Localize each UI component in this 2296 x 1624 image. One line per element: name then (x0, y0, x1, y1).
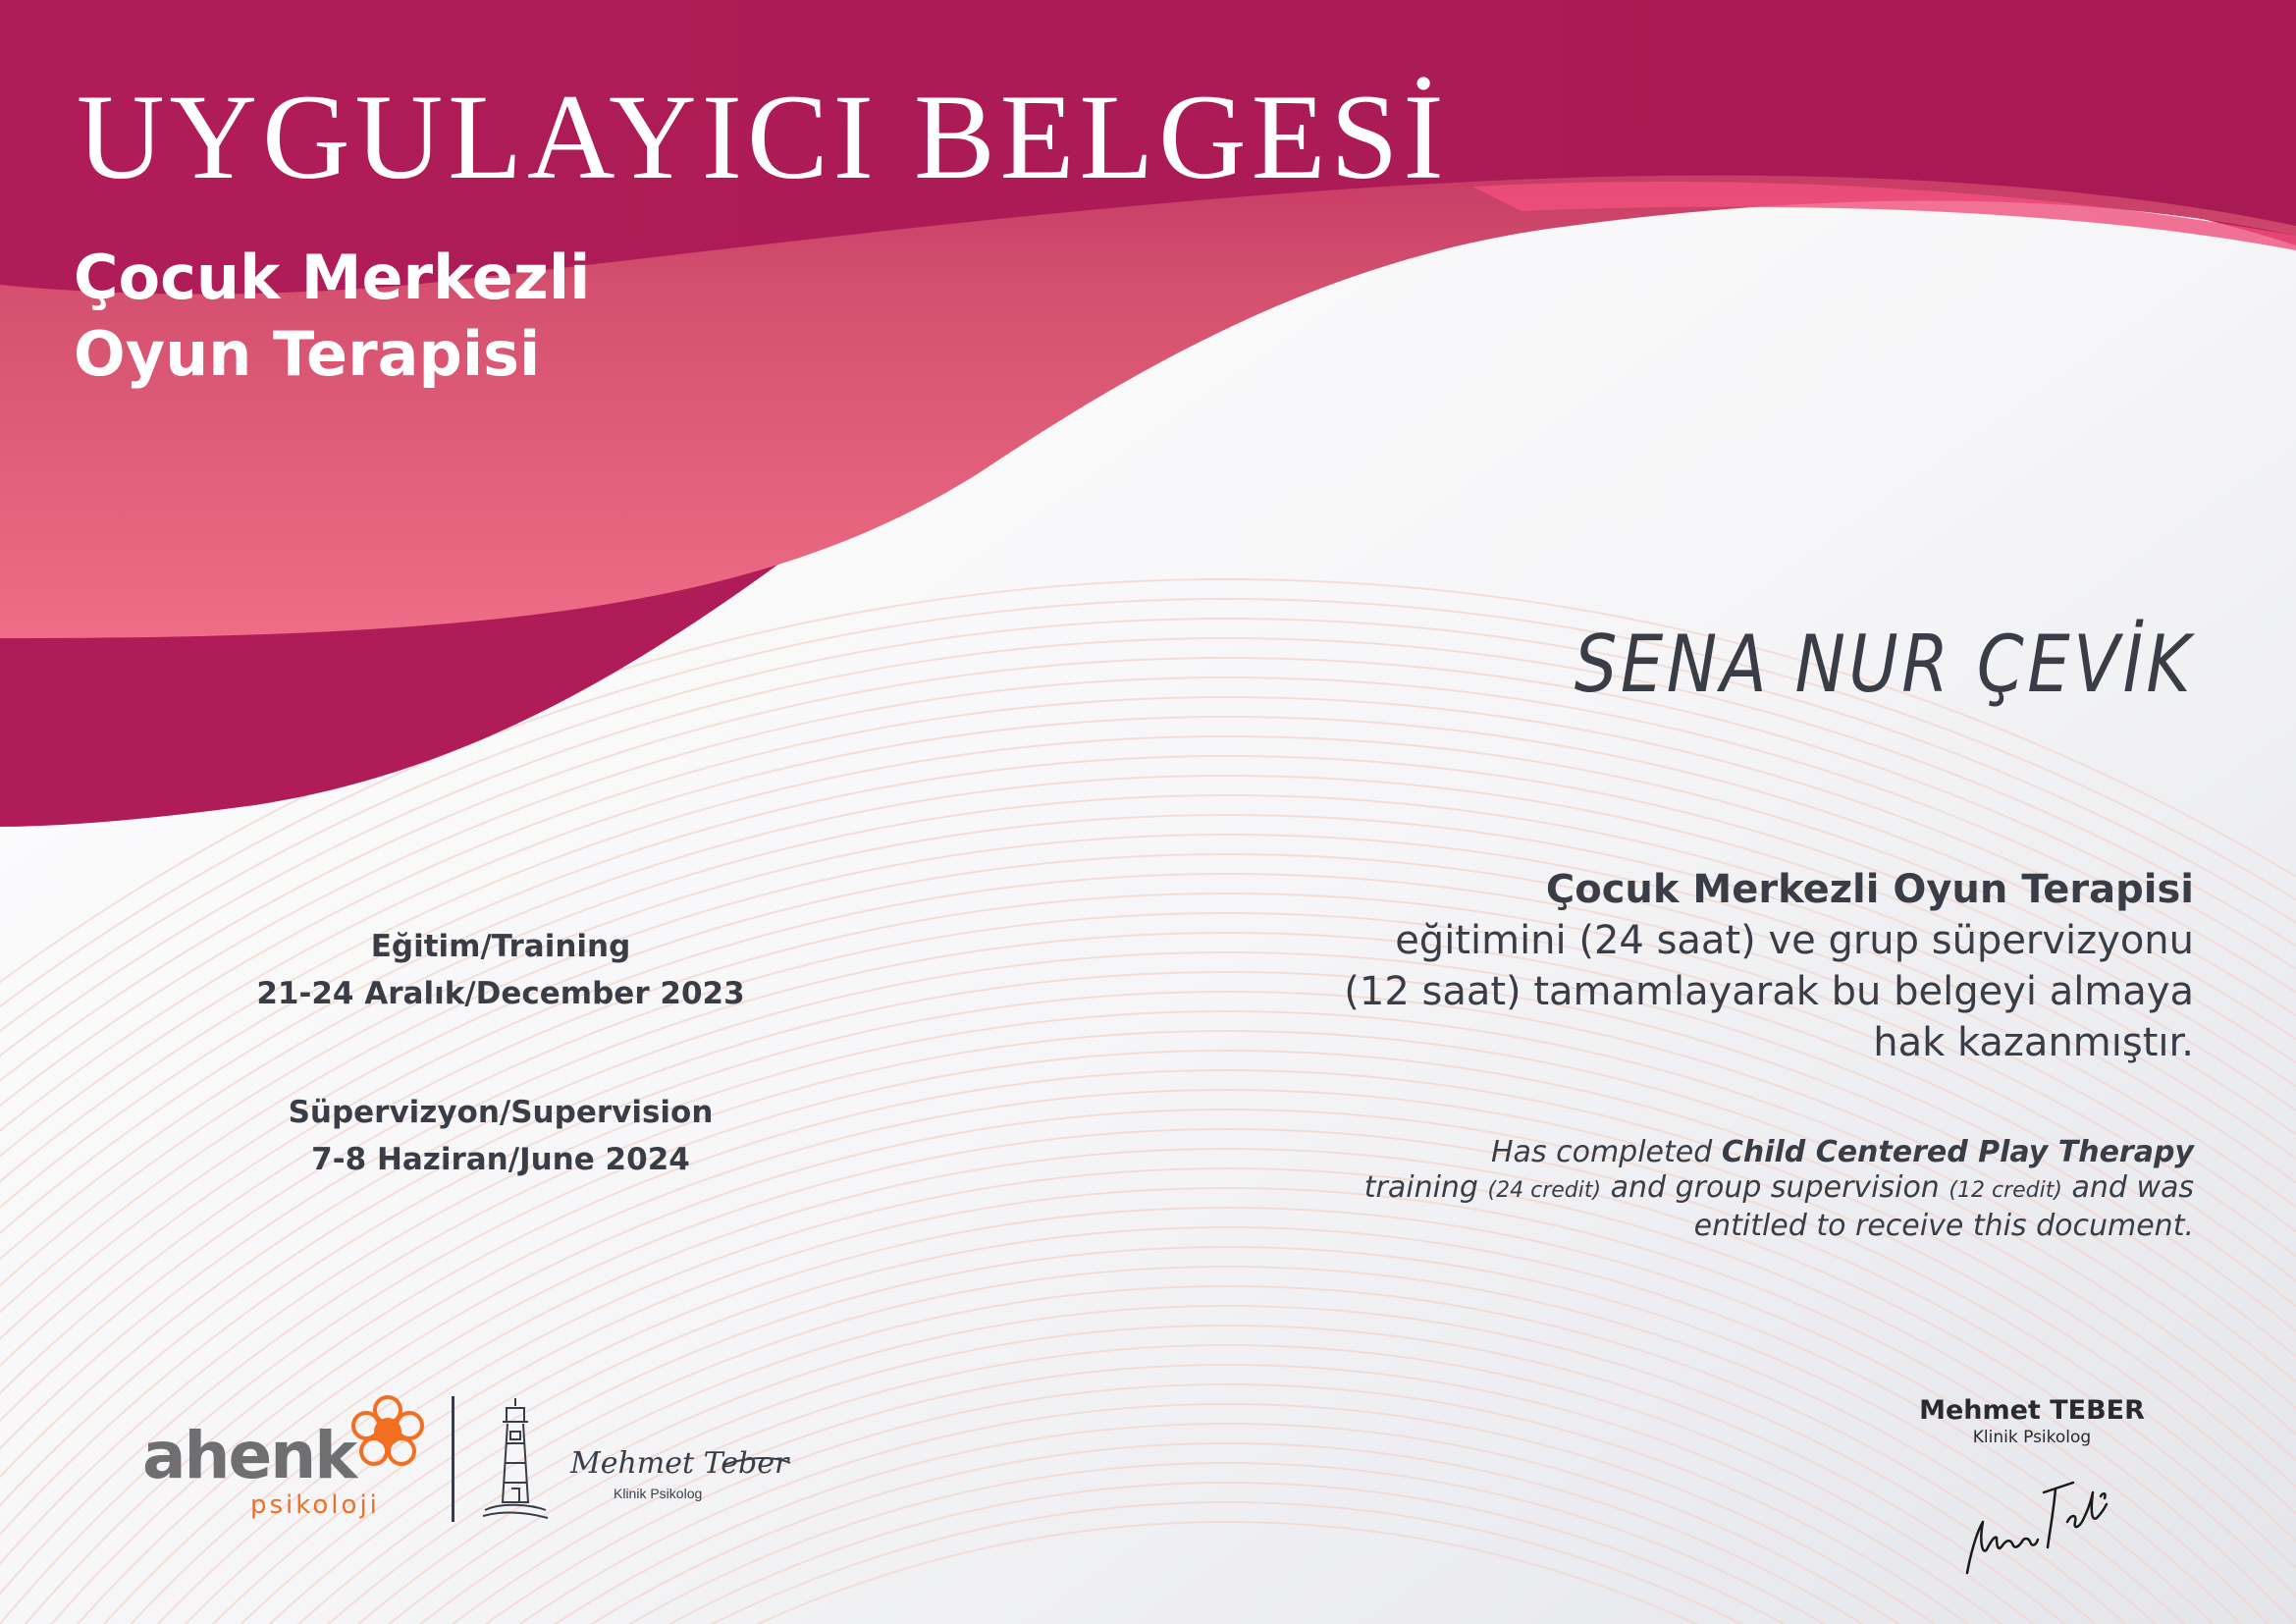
supervision-date: 7-8 Haziran/June 2024 (311, 1142, 690, 1177)
en-credit-1: (24 credit) (1487, 1178, 1602, 1203)
en-prefix: Has completed (1491, 1135, 1713, 1169)
en-credit-2: (12 credit) (1949, 1178, 2062, 1203)
signer-role: Klinik Psikolog (1972, 1428, 2092, 1447)
supervision-label: Süpervizyon/Supervision (288, 1095, 714, 1130)
signer-block (1865, 1394, 2199, 1447)
en-program: Child Centered Play Therapy (1721, 1135, 2194, 1169)
logo-divider (452, 1396, 454, 1522)
certificate-title: UYGULAYICI BELGESİ (77, 70, 1449, 204)
description-turkish (1212, 864, 2194, 1068)
logo-brand-sub: psikoloji (250, 1490, 380, 1520)
description-tr-line-1: eğitimini (24 saat) ve grup süpervizyonu (1395, 918, 2194, 963)
certificate-subtitle (74, 240, 590, 393)
program-name: Çocuk Merkezli Oyun Terapisi (1545, 867, 2194, 912)
logo-signature-sub: Klinik Psikolog (614, 1486, 703, 1501)
en-training: training (1363, 1170, 1478, 1205)
signer-name: Mehmet TEBER (1919, 1395, 2145, 1426)
description-en-line-3: entitled to receive this document. (1693, 1209, 2194, 1243)
description-en-line-1 (1212, 1135, 2194, 1170)
subtitle-line-1: Çocuk Merkezli (74, 242, 591, 313)
training-label: Eğitim/Training (370, 929, 631, 964)
en-middle: and group supervision (1610, 1170, 1940, 1205)
logo-signature-text: Mehmet Teber (570, 1446, 789, 1481)
organization-logo (142, 1384, 790, 1532)
description-english (1212, 1135, 2194, 1244)
description-tr-line-2: (12 saat) tamamlayarak bu belgeyi almaya (1344, 969, 2194, 1014)
subtitle-line-2: Oyun Terapisi (74, 318, 541, 390)
en-suffix: and was (2071, 1170, 2194, 1205)
description-tr-line-3: hak kazanmıştır. (1873, 1020, 2194, 1065)
recipient-name: SENA NUR ÇEVİK (1574, 619, 2194, 710)
handwritten-signature (1953, 1453, 2120, 1581)
lighthouse-icon (481, 1394, 550, 1522)
logo-brand: ahenk (142, 1418, 356, 1493)
flower-icon (348, 1392, 427, 1471)
training-date: 21-24 Aralık/December 2023 (256, 976, 745, 1011)
description-en-line-2 (1212, 1170, 2194, 1209)
dates-block (196, 923, 805, 1183)
